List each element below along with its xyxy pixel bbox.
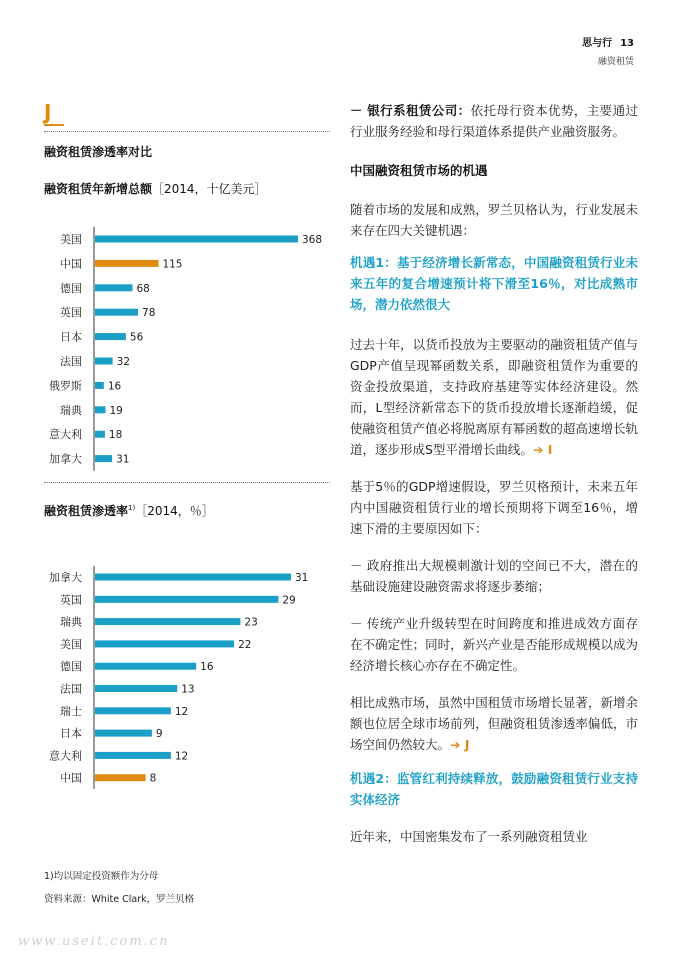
- value-label: 9: [155, 728, 163, 741]
- header-subtitle: 融资租赁: [597, 57, 634, 67]
- page-number: 13: [620, 38, 634, 49]
- category-label: 日本: [60, 330, 82, 344]
- chart1-title-unit: ［2014，十亿美元］: [152, 182, 267, 196]
- bar: [95, 618, 240, 625]
- bar: [95, 596, 278, 603]
- value-label: 368: [302, 234, 323, 246]
- value-label: 32: [116, 356, 131, 368]
- value-label: 23: [244, 616, 258, 629]
- past-decade-paragraph: [350, 334, 638, 460]
- market-opportunities-heading: 中国融资租赁市场的机遇: [350, 163, 488, 178]
- chart2-title-bold: 融资租赁渗透率: [44, 504, 129, 518]
- bar: [95, 309, 138, 316]
- category-label: 德国: [60, 660, 82, 674]
- chart1-title: [44, 180, 267, 197]
- bar: [95, 752, 171, 759]
- category-label: 美国: [60, 233, 82, 246]
- bar: [95, 707, 171, 714]
- category-label: 加拿大: [49, 571, 82, 584]
- bank-leasing-paragraph: [350, 100, 638, 142]
- category-label: 瑞典: [60, 403, 82, 417]
- last-paragraph: 近年来，中国密集发布了一系列融资租赁业: [350, 829, 588, 844]
- category-label: 法国: [60, 355, 82, 368]
- category-label: 中国: [60, 771, 82, 785]
- source-note: 资料来源：White Clark，罗兰贝格: [44, 894, 195, 905]
- value-label: 12: [174, 705, 189, 718]
- watermark: www.useit.com.cn: [18, 934, 170, 949]
- arrow-link-2[interactable]: ➔ J: [450, 737, 470, 752]
- category-label: 俄罗斯: [49, 379, 82, 393]
- divider-1: [44, 131, 330, 132]
- value-label: 29: [282, 594, 296, 607]
- bar: [95, 730, 152, 737]
- government-paragraph: － 政府推出大规模刺激计划的空间已不大，潜在的基础设施建设融资需求将逐步萎缩；: [350, 558, 638, 594]
- bar: [95, 333, 126, 340]
- bar: [95, 685, 177, 692]
- value-label: 18: [108, 429, 123, 442]
- divider-2: [44, 482, 330, 483]
- chart2-title-unit: ［2014，％］: [135, 504, 214, 518]
- bar: [95, 260, 158, 267]
- value-label: 31: [295, 572, 309, 584]
- bar: [95, 431, 105, 438]
- past-decade-text: 过去十年，以货币投放为主要驱动的融资租赁产值与GDP产值呈现幂函数关系，即融资租赁作为重要的资金投放渠道，支持政府基建等实体经济建设。然而，L型经济新常态下的货币投放增长逐渐趋缓，促使融资租赁产值必将脱离原有幂函数的超高速增长轨道，逐步形成S型平滑增长曲线。: [350, 337, 638, 457]
- bar: [95, 358, 113, 365]
- section-mark: J: [44, 100, 52, 124]
- value-label: 16: [200, 661, 214, 674]
- category-label: 德国: [60, 281, 82, 295]
- body-text-column: [350, 100, 638, 847]
- bar: [95, 663, 196, 670]
- compare-text: 相比成熟市场，虽然中国租赁市场增长显著，新增余额也位居全球市场前列，但融资租赁渗透率偏低，市场空间仍然较大。: [350, 695, 638, 752]
- bank-leasing-lead: － 银行系租赁公司：: [350, 103, 471, 118]
- opportunity-1-heading: 机遇1：基于经济增长新常态，中国融资租赁行业未来五年的复合增速预计将下滑至16％，对比成熟市场，潜力依然很大: [350, 255, 638, 312]
- bar: [95, 640, 234, 647]
- bar: [95, 284, 133, 291]
- section-title: 融资租赁渗透率对比: [44, 145, 153, 159]
- category-label: 瑞士: [60, 704, 82, 718]
- bar: [95, 382, 104, 389]
- bar: [95, 774, 146, 781]
- bar: [95, 406, 105, 413]
- footnote: 1)均以固定投资额作为分母: [44, 871, 159, 882]
- header-title: 思与行: [582, 38, 613, 49]
- value-label: 12: [174, 750, 189, 763]
- value-label: 16: [107, 380, 122, 393]
- value-label: 22: [238, 638, 252, 651]
- category-label: 加拿大: [49, 452, 82, 466]
- bar-chart-penetration: [40, 560, 340, 800]
- category-label: 中国: [60, 257, 82, 271]
- category-label: 瑞典: [60, 615, 82, 629]
- gdp-assumption-paragraph: 基于5％的GDP增速假设，罗兰贝格预计，未来五年内中国融资租赁行业的增长预期将下调至16％，增速下滑的主要原因如下：: [350, 479, 638, 536]
- category-label: 意大利: [49, 749, 82, 763]
- compare-paragraph: [350, 692, 638, 755]
- bar: [95, 574, 291, 581]
- value-label: 78: [142, 307, 156, 320]
- arrow-link-1[interactable]: ➔ I: [532, 442, 553, 457]
- traditional-industry-paragraph: － 传统产业升级转型在时间跨度和推进成效方面存在不确定性；同时，新兴产业是否能形成规模以成为经济增长核心亦存在不确定性。: [350, 616, 638, 673]
- category-label: 日本: [60, 727, 82, 741]
- value-label: 8: [149, 772, 157, 785]
- chart2-footnote-ref: 1): [128, 504, 136, 512]
- intro-paragraph: 随着市场的发展和成熟，罗兰贝格认为，行业发展未来存在四大关键机遇：: [350, 202, 638, 238]
- category-label: 意大利: [49, 428, 82, 442]
- value-label: 56: [129, 331, 144, 344]
- category-label: 英国: [60, 593, 82, 607]
- bar-chart-lease-volume: [40, 222, 340, 466]
- page-header: [582, 34, 634, 67]
- opportunity-2-heading: 机遇2：监管红利持续释放，鼓励融资租赁行业支持实体经济: [350, 771, 638, 807]
- value-label: 115: [162, 258, 183, 271]
- bar: [95, 236, 298, 243]
- value-label: 31: [116, 453, 130, 466]
- category-label: 美国: [60, 637, 82, 651]
- value-label: 19: [109, 404, 123, 417]
- category-label: 法国: [60, 682, 82, 696]
- category-label: 英国: [60, 306, 82, 320]
- value-label: 13: [181, 683, 195, 696]
- bar: [95, 455, 112, 462]
- chart1-title-bold: 融资租赁年新增总额: [44, 182, 153, 196]
- bank-leasing-text: 依托母行资本优势，主要通过行业服务经验和母行渠道体系提供产业融资服务。: [350, 103, 638, 139]
- value-label: 68: [136, 282, 150, 295]
- chart2-title: [44, 502, 214, 519]
- header-title-line: [582, 34, 634, 49]
